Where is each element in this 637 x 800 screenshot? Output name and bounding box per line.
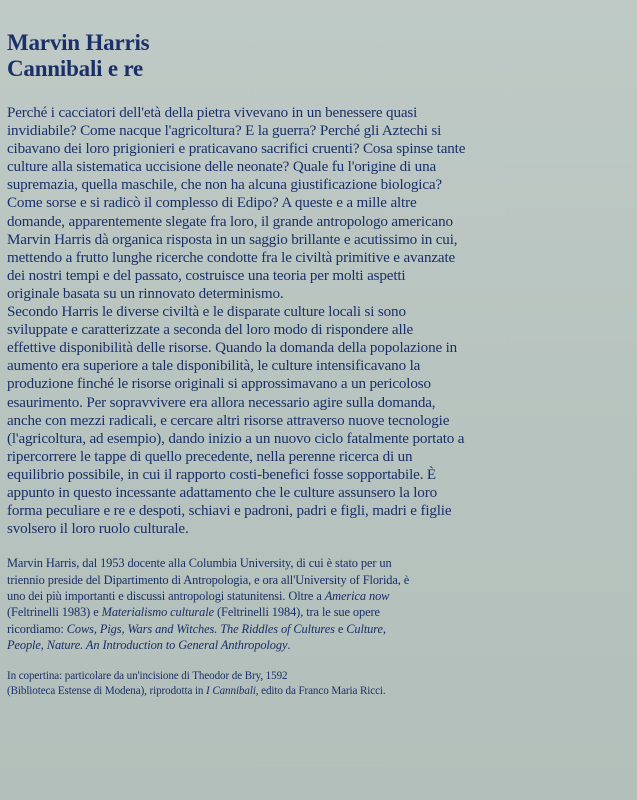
text-line: produzione finché le risorse originali si approssimavano a un pericoloso bbox=[7, 376, 431, 393]
description-paragraph-1 bbox=[7, 104, 623, 303]
bio-book-title: People, Nature. An Introduction to General Anthropology bbox=[7, 638, 288, 653]
author-bio bbox=[7, 555, 623, 653]
text-line: appunto in questo incessante adattamento che le culture assunsero la loro bbox=[7, 484, 437, 501]
text-line: dei nostri tempi e del passato, costruisce una teoria per molti aspetti bbox=[7, 267, 406, 284]
book-title: Cannibali e re bbox=[7, 56, 144, 81]
credit-line bbox=[7, 684, 623, 700]
credit-line: In copertina: particolare da un'incisione di Theodor de Bry, 1592 bbox=[7, 669, 288, 682]
bio-line bbox=[7, 637, 623, 653]
bio-text: ricordiamo: bbox=[7, 621, 67, 636]
text-line: sviluppate e caratterizzate a seconda del loro modo di rispondere alle bbox=[7, 322, 414, 339]
cover-credit bbox=[7, 669, 623, 700]
bio-text: uno dei più importanti e discussi antropologi statunitensi. Oltre a bbox=[7, 589, 325, 604]
text-line: supremazia, quella maschile, che non ha alcuna giustificazione biologica? bbox=[7, 177, 442, 194]
bio-text: (Feltrinelli 1983) e bbox=[7, 605, 102, 620]
bio-line: triennio preside del Dipartimento di Antropologia, e ora all'University of Florida, è bbox=[7, 572, 410, 587]
bio-line bbox=[7, 621, 623, 637]
bio-book-title: Culture, bbox=[346, 621, 386, 636]
text-line: invidiabile? Come nacque l'agricoltura? E la guerra? Perché gli Aztechi si bbox=[7, 123, 442, 140]
bio-text: . bbox=[287, 638, 291, 653]
text-line: Secondo Harris le diverse civiltà e le disparate culture locali si sono bbox=[7, 304, 406, 321]
text-line: esaurimento. Per sopravvivere era allora necessario agire sulla domanda, bbox=[7, 394, 436, 411]
bio-line: Marvin Harris, dal 1953 docente alla Columbia University, di cui è stato per un bbox=[7, 556, 392, 571]
text-line: forma peculiare e re e despoti, schiavi e padroni, padri e figli, madri e figlie bbox=[7, 503, 452, 520]
text-line: effettive disponibilità delle risorse. Quando la domanda della popolazione in bbox=[7, 340, 458, 357]
text-line: (l'agricoltura, ad esempio), dando inizio a un nuovo ciclo fatalmente portato a bbox=[7, 430, 465, 447]
bio-book-title: America now bbox=[324, 589, 390, 604]
description-paragraph-2 bbox=[7, 303, 623, 538]
text-line: ripercorrere le tappe di quello precedente, nella perenne ricerca di un bbox=[7, 448, 413, 465]
text-line: anche con mezzi radicali, e cercare altri risorse attraverso nuove tecnologie bbox=[7, 412, 450, 429]
credit-text: , edito da Franco Maria Ricci. bbox=[255, 685, 386, 698]
bio-line bbox=[7, 588, 623, 604]
credit-book-title: I Cannibali bbox=[206, 685, 256, 698]
text-line: svolsero il loro ruolo culturale. bbox=[7, 521, 189, 538]
text-line: culture alla sistematica uccisione delle neonate? Quale fu l'origine di una bbox=[7, 159, 437, 176]
text-line: equilibrio possibile, in cui il rapporto costi-benefici fosse sopportabile. È bbox=[7, 466, 437, 483]
text-line: Marvin Harris dà organica risposta in un saggio brillante e acutissimo in cui, bbox=[7, 231, 458, 248]
bio-book-title: Materialismo culturale bbox=[101, 605, 214, 620]
bio-text: e bbox=[334, 621, 347, 636]
text-line: aumento era superiore a tale disponibilità, le culture intensificavano la bbox=[7, 358, 421, 375]
text-line: domande, apparentemente slegate fra loro, il grande antropologo americano bbox=[7, 213, 453, 230]
author-name: Marvin Harris bbox=[7, 30, 150, 55]
text-line: cibavano dei loro prigionieri e praticavano sacrifici cruenti? Cosa spinse tante bbox=[7, 141, 466, 158]
text-line: Come sorse e si radicò il complesso di Edipo? A queste e a mille altre bbox=[7, 195, 417, 212]
text-line: Perché i cacciatori dell'età della pietra vivevano in un benessere quasi bbox=[7, 105, 418, 121]
bio-text: (Feltrinelli 1984), tra le sue opere bbox=[214, 605, 380, 620]
credit-text: (Biblioteca Estense di Modena), riprodotta in bbox=[7, 685, 207, 698]
bio-line bbox=[7, 604, 623, 620]
description bbox=[7, 104, 623, 538]
bio-book-title: Cows, Pigs, Wars and Witches. The Riddles of Cultures bbox=[66, 621, 335, 636]
text-line: mettendo a frutto lunghe ricerche condotte fra le civiltà primitive e avanzate bbox=[7, 249, 456, 266]
text-line: originale basata su un rinnovato determinismo. bbox=[7, 285, 284, 302]
